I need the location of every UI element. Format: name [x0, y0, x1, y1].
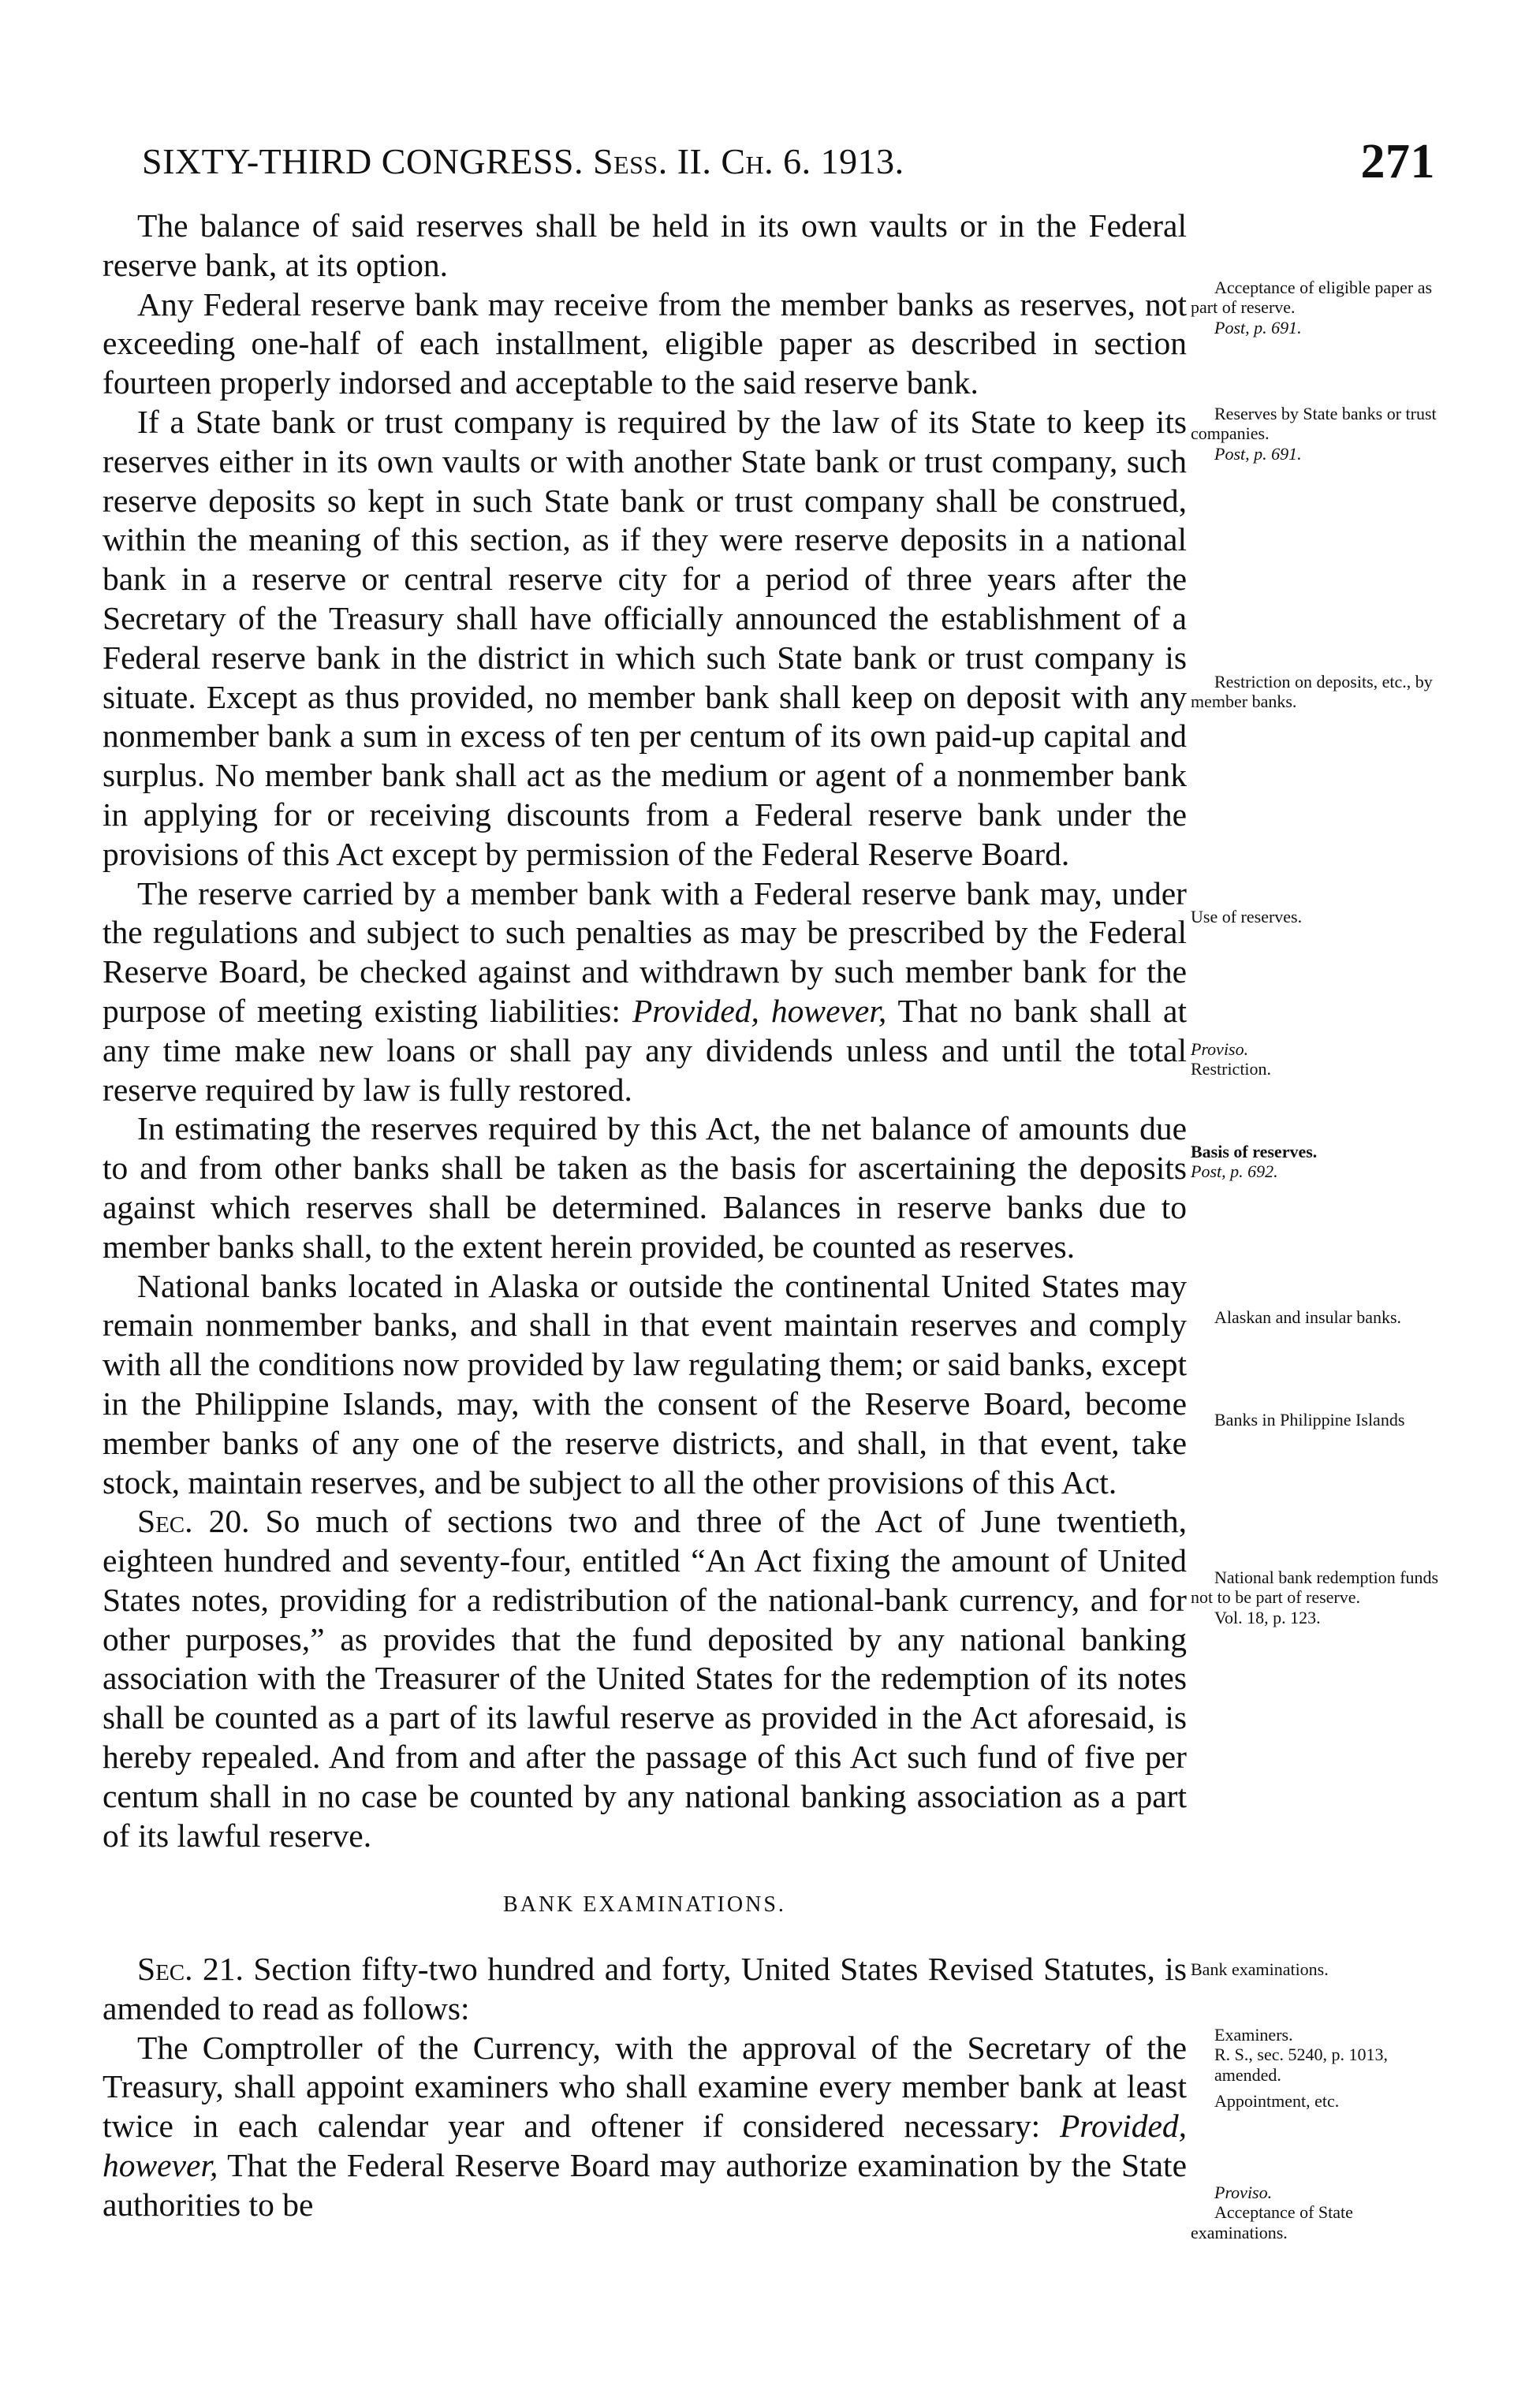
section-label: Sec. 20.: [137, 1503, 250, 1540]
paragraph-use-of-reserves: The reserve carried by a member bank with a Federal reserve bank may, under the regulations and subject to such penalties as may be prescribed by the Federal Reserve Board, be checked against and withdrawn by such member bank for the purpose of meeting existing liabilities: Provided, however, That no bank shall at any time make new loans or shall pay any dividends unless and until the total reserve required by law is fully restored.: [103, 874, 1187, 1108]
paragraph-eligible-paper: Any Federal reserve bank may receive from the member banks as reserves, not exceeding one-half of each installment, eligible paper as described in section fourteen properly indorsed and acceptable to the said reserve bank.: [103, 285, 1187, 401]
paragraph-alaska-insular: National banks located in Alaska or outside the continental United States may remain nonmember banks, and shall in that event maintain reserves and comply with all the conditions now provided by law regulating them; or said banks, except in the Philippine Islands, may, with the consent of the Reserve Board, become member banks of any one of the reserve districts, and shall, in that event, take stock, maintain reserves, and be subject to all the other provisions of this Act.: [103, 1267, 1187, 1500]
margin-note-appointment: Appointment, etc.: [1214, 2091, 1340, 2111]
margin-note-bank-examinations: Bank examinations.: [1191, 1959, 1329, 1979]
section-heading-bank-examinations: BANK EXAMINATIONS.: [503, 1892, 786, 1918]
proviso-italic: Provided, however,: [103, 2108, 1187, 2184]
congress-title: SIXTY-THIRD CONGRESS.: [142, 141, 584, 181]
margin-note-use-of-reserves: Use of reserves.: [1191, 907, 1303, 926]
running-header: [142, 134, 1435, 189]
margin-note-restriction-deposits: Restriction on deposits, etc., by member banks.: [1191, 672, 1433, 712]
session-label: Sess. II.: [592, 141, 712, 181]
section-label: Sec. 21.: [137, 1951, 244, 1988]
statute-body: [103, 207, 1187, 2225]
paragraph-basis-reserves: In estimating the reserves required by this Act, the net balance of amounts due to and from other banks shall be taken as the basis for ascertaining the deposits against which reserves shall be determined. Balances in reserve banks due to member banks shall, to the extent herein provided, be counted as reserves.: [103, 1110, 1187, 1265]
paragraph-reserves-vaults: The balance of said reserves shall be held in its own vaults or in the Federal reserve bank, at its option.: [103, 207, 1187, 283]
proviso-italic: Provided, however,: [632, 992, 887, 1029]
page-number: 271: [1360, 135, 1435, 188]
margin-note-alaskan-insular: Alaskan and insular banks.: [1214, 1307, 1402, 1327]
margin-note-philippine: Banks in Philippine Islands: [1214, 1410, 1405, 1430]
paragraph-state-banks: If a State bank or trust company is required by the law of its State to keep its reserves either in its own vaults or with another State bank or trust company, such reserve deposits so kept in such State bank or trust company shall be construed, within the meaning of this section, as if they were reserve deposits in a national bank in a reserve or central reserve city for a period of three years after the Secretary of the Treasury shall have officially announced the establishment of a Federal reserve bank in the district in which such State bank or trust company is situate. Except as thus provided, no member bank shall keep on deposit with any nonmember bank a sum in excess of ten per centum of its own paid-up capital and surplus. No member bank shall act as the medium or agent of a nonmember bank in applying for or receiving discounts from a Federal reserve bank under the provisions of this Act except by permission of the Federal Reserve Board.: [103, 403, 1187, 872]
margin-note-acceptance: Acceptance of eligible paper as part of reserve. Post, p. 691.: [1191, 278, 1433, 337]
margin-note-examiners: Examiners. R. S., sec. 5240, p. 1013, amended.: [1214, 2025, 1388, 2085]
chapter-label: Ch. 6.: [721, 141, 811, 181]
margin-note-redemption-funds: National bank redemption funds not to be part of reserve. Vol. 18, p. 123.: [1191, 1568, 1439, 1627]
running-head: [142, 140, 904, 182]
year-label: 1913.: [820, 141, 904, 181]
margin-note-basis-of-reserves: Basis of reserves. Post, p. 692.: [1191, 1142, 1318, 1182]
margin-note-state-banks: Reserves by State banks or trust companies. Post, p. 691.: [1191, 404, 1437, 464]
paragraph-section-20: Sec. 20. So much of sections two and three of the Act of June twentieth, eighteen hundred and seventy-four, entitled “An Act fixing the amount of United States notes, providing for a redistribution of the national-bank currency, and for other purposes,” as provides that the fund deposited by any national banking association with the Treasurer of the United States for the redemption of its notes shall be counted as a part of its lawful reserve as provided in the Act aforesaid, is hereby repealed. And from and after the passage of this Act such fund of five per centum shall in no case be counted by any national banking association as a part of its lawful reserve.: [103, 1503, 1187, 1854]
margin-note-proviso-acceptance: Proviso. Acceptance of State examinations.: [1191, 2183, 1353, 2242]
margin-note-proviso-restriction: Proviso. Restriction.: [1191, 1039, 1272, 1079]
paragraph-comptroller: The Comptroller of the Currency, with the approval of the Secretary of the Treasury, shall appoint examiners who shall examine every member bank at least twice in each calendar year and oftener if considered necessary: Provided, however, That the Federal Reserve Board may authorize examination by the State authorities to be: [103, 2029, 1187, 2223]
paragraph-section-21: Sec. 21. Section fifty-two hundred and forty, United States Revised Statutes, is amended to read as follows:: [103, 1951, 1187, 2026]
